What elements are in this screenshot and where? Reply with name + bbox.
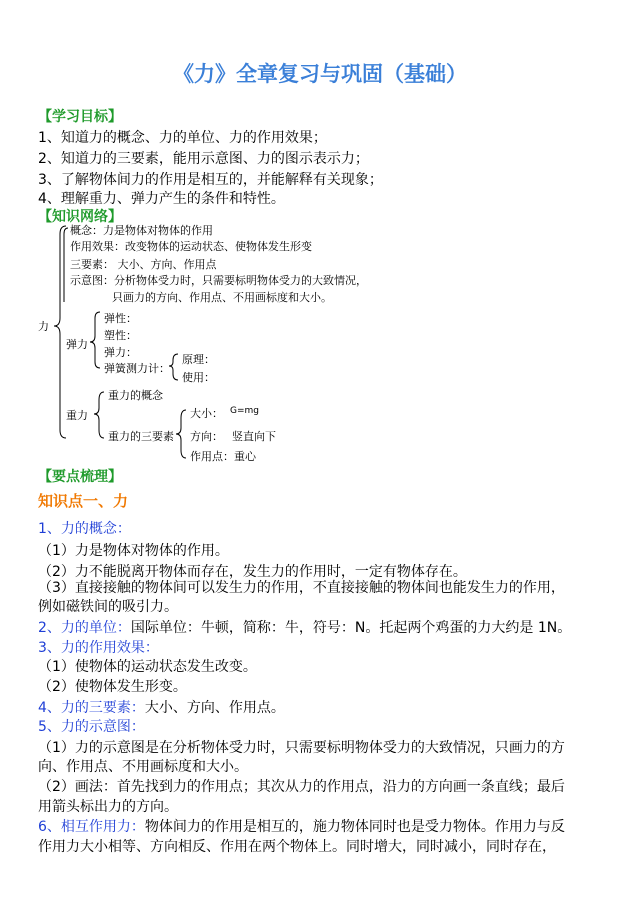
- section-6-heading: 6、相互作用力：: [38, 819, 145, 835]
- network-direction-value: 竖直向下: [232, 430, 276, 443]
- network-root: 力: [38, 320, 49, 333]
- network-elastic-force: 弹力：: [104, 346, 137, 359]
- network-gravity-concept: 重力的概念: [108, 389, 163, 402]
- goals-heading: 【学习目标】: [38, 109, 122, 125]
- section-6: [38, 816, 565, 836]
- section-5-item-cont: 用箭头标出力的方向。: [38, 799, 178, 815]
- knowledge-point-heading: 知识点一、力: [38, 492, 129, 510]
- network-plasticity: 塑性：: [104, 329, 137, 342]
- section-3-item: （2）使物体发生形变。: [38, 679, 187, 695]
- section-1-item: （1）力是物体对物体的作用。: [38, 543, 229, 559]
- network-point: 作用点：重心: [190, 450, 256, 463]
- section-6-text: 物体间力的作用是相互的，施力物体同时也是受力物体。作用力与反: [144, 819, 565, 835]
- section-1-item-cont: 例如磁铁间的吸引力。: [38, 599, 178, 615]
- section-3-heading: 3、力的作用效果：: [38, 640, 159, 656]
- network-elasticity: 弹性：: [104, 312, 137, 325]
- network-gravity: 重力: [66, 409, 88, 422]
- network-effect: 作用效果：改变物体的运动状态、使物体发生形变: [70, 240, 312, 253]
- section-6-cont: 作用力大小相等、方向相反、作用在两个物体上。同时增大，同时减小，同时存在，: [38, 839, 556, 855]
- section-4-heading: 4、力的三要素：: [38, 700, 145, 716]
- network-concept: 概念：力是物体对物体的作用: [70, 224, 213, 237]
- concept-brace: [64, 228, 68, 302]
- page-title: 《力》全章复习与巩固（基础）: [173, 62, 467, 86]
- gravity-brace: [94, 392, 104, 438]
- network-direction-label: 方向：: [190, 430, 223, 443]
- section-2-text: 国际单位：牛顿，简称：牛，符号：N。托起两个鸡蛋的力大约是 1N。: [130, 620, 572, 636]
- goal-item: 1、知道力的概念、力的单位、力的作用效果；: [38, 130, 327, 146]
- network-size-value: G=mg: [230, 406, 259, 416]
- goal-item: 3、了解物体间力的作用是相互的，并能解释有关现象；: [38, 172, 383, 188]
- network-usage: 使用：: [182, 371, 215, 384]
- network-diagram-cont: 只画力的方向、作用点、不用画标度和大小。: [112, 291, 332, 304]
- section-1-heading: 1、力的概念：: [38, 521, 131, 537]
- goal-item: 4、理解重力、弹力产生的条件和特性。: [38, 191, 285, 207]
- goal-item: 2、知道力的三要素，能用示意图、力的图示表示力；: [38, 151, 369, 167]
- points-heading: 【要点梳理】: [38, 469, 122, 485]
- section-3-item: （1）使物体的运动状态发生改变。: [38, 659, 257, 675]
- section-4-text: 大小、方向、作用点。: [144, 700, 285, 716]
- section-2-heading: 2、力的单位：: [38, 620, 131, 636]
- network-heading: 【知识网络】: [38, 209, 122, 225]
- section-4: [38, 697, 285, 717]
- section-5-heading: 5、力的示意图：: [38, 719, 145, 735]
- elastic-brace: [90, 312, 100, 368]
- section-5-item: （1）力的示意图是在分析物体受力时，只需要标明物体受力的大致情况，只画力的方: [38, 740, 565, 756]
- section-5-item-cont: 向、作用点、不用画标度和大小。: [38, 759, 248, 775]
- network-principle: 原理：: [182, 353, 215, 366]
- spring-scale-brace: [169, 354, 178, 380]
- network-diagram: 示意图：分析物体受力时，只需要标明物体受力的大致情况，: [70, 274, 367, 287]
- section-1-item: （2）力不能脱离开物体而存在，发生力的作用时，一定有物体存在。: [38, 564, 467, 580]
- section-5-item: （2）画法：首先找到力的作用点；其次从力的作用点，沿力的方向画一条直线；最后: [38, 779, 565, 795]
- network-three-elements: 三要素： 大小、方向、作用点: [70, 258, 217, 271]
- gravity-three-brace: [176, 410, 186, 458]
- network-gravity-three: 重力的三要素: [108, 430, 174, 443]
- network-elastic: 弹力: [66, 338, 88, 351]
- network-spring-scale: 弹簧测力计：: [104, 362, 170, 375]
- network-size-label: 大小：: [190, 407, 223, 420]
- section-2: [38, 617, 571, 637]
- section-1-item: （3）直接接触的物体间可以发生力的作用，不直接接触的物体间也能发生力的作用，: [38, 580, 565, 596]
